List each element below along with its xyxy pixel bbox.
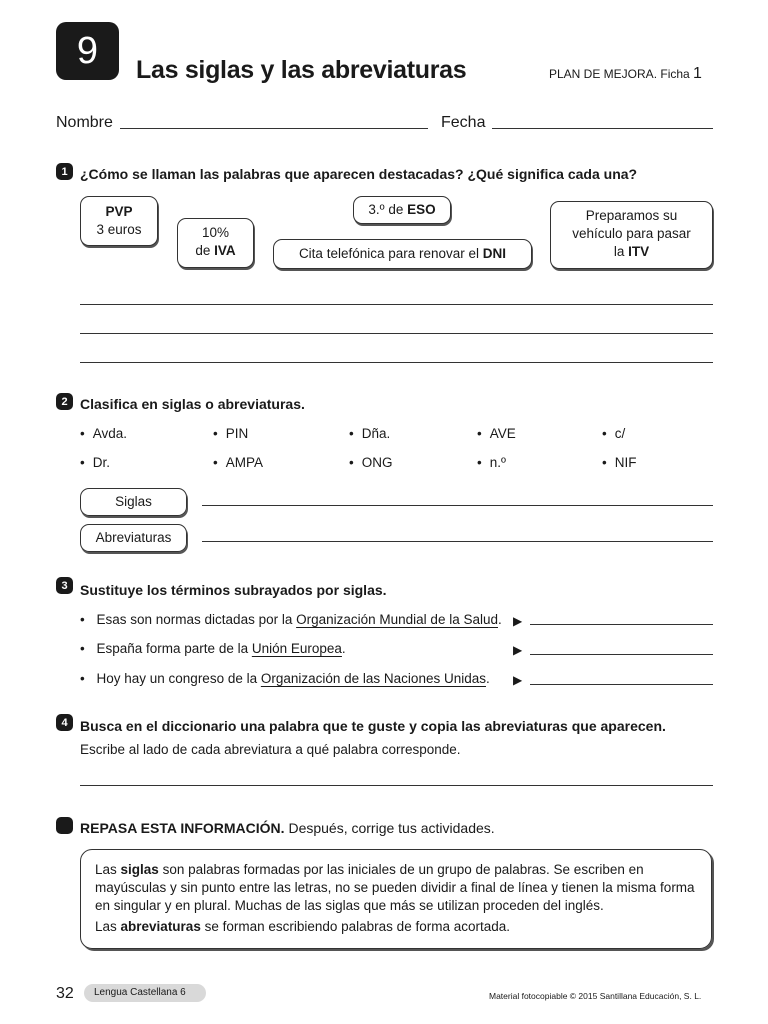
eso-prefix: 3.º de bbox=[368, 202, 408, 217]
question-3-number: 3 bbox=[56, 577, 73, 594]
ficha-number: 1 bbox=[693, 65, 702, 82]
sentence-3-underlined: Organización de las Naciones Unidas bbox=[260, 671, 486, 686]
word-item: • Dr. bbox=[80, 455, 110, 470]
repasa-heading-rest: Después, corrige tus actividades. bbox=[284, 820, 495, 836]
arrow-icon: ▶ bbox=[513, 614, 523, 628]
pvp-detail: 3 euros bbox=[96, 222, 142, 237]
sentence-3-answer-line[interactable] bbox=[530, 684, 713, 685]
eso-box bbox=[353, 196, 451, 224]
question-4-answer-line[interactable] bbox=[80, 785, 713, 786]
word-item: • c/ bbox=[602, 426, 625, 441]
sentence-1-answer-line[interactable] bbox=[530, 624, 713, 625]
question-3-text: Sustituye los términos subrayados por siglas. bbox=[80, 582, 387, 598]
iva-prefix: de bbox=[195, 243, 215, 258]
sentence-2 bbox=[80, 641, 346, 656]
repasa-marker-icon bbox=[56, 817, 73, 834]
sentence-1 bbox=[80, 612, 502, 627]
itv-line-1: Preparamos su bbox=[585, 208, 678, 223]
word-item: • AMPA bbox=[213, 455, 263, 470]
sentence-2-underlined: Unión Europea bbox=[251, 641, 342, 656]
answer-line-2[interactable] bbox=[80, 333, 713, 334]
abreviaturas-answer-line[interactable] bbox=[202, 541, 713, 542]
question-4-number: 4 bbox=[56, 714, 73, 731]
question-4-subtext: Escribe al lado de cada abreviatura a qué palabra corresponde. bbox=[80, 742, 461, 757]
sentence-1-end: . bbox=[497, 612, 502, 627]
sentence-2-end: . bbox=[341, 641, 346, 656]
nombre-label: Nombre bbox=[56, 114, 113, 131]
sentence-3 bbox=[80, 671, 490, 686]
itv-term: ITV bbox=[628, 244, 650, 259]
question-1-text: ¿Cómo se llaman las palabras que aparecen destacadas? ¿Qué significa cada una? bbox=[80, 166, 638, 182]
word-item: • n.º bbox=[477, 455, 506, 470]
info-siglas-a: Las bbox=[95, 862, 121, 877]
page-number: 32 bbox=[56, 985, 74, 1002]
ficha-label-text: PLAN DE MEJORA. Ficha bbox=[549, 67, 690, 81]
page-title: Las siglas y las abreviaturas bbox=[136, 56, 467, 84]
siglas-label: Siglas bbox=[80, 488, 187, 516]
info-siglas-term: siglas bbox=[120, 862, 159, 877]
sentence-3-start: Hoy hay un congreso de la bbox=[96, 671, 261, 686]
sentence-2-start: España forma parte de la bbox=[96, 641, 252, 656]
iva-box bbox=[177, 218, 254, 268]
eso-term: ESO bbox=[407, 202, 436, 217]
word-item: • NIF bbox=[602, 455, 636, 470]
question-2-text: Clasifica en siglas o abreviaturas. bbox=[80, 396, 305, 412]
info-box bbox=[80, 849, 712, 949]
unit-number-badge: 9 bbox=[56, 22, 119, 80]
dni-prefix: Cita telefónica para renovar el bbox=[298, 246, 483, 261]
repasa-heading bbox=[80, 820, 495, 836]
arrow-icon: ▶ bbox=[513, 673, 523, 687]
sentence-1-underlined: Organización Mundial de la Salud bbox=[296, 612, 498, 627]
word-item: • Dña. bbox=[349, 426, 390, 441]
dni-box bbox=[273, 239, 532, 269]
arrow-icon: ▶ bbox=[513, 643, 523, 657]
info-abrev-a: Las bbox=[95, 919, 121, 934]
question-2-number: 2 bbox=[56, 393, 73, 410]
answer-line-1[interactable] bbox=[80, 304, 713, 305]
iva-percent: 10% bbox=[201, 225, 230, 240]
sentence-3-end: . bbox=[485, 671, 490, 686]
question-4-text: Busca en el diccionario una palabra que te guste y copia las abreviaturas que aparecen. bbox=[80, 718, 666, 734]
info-abrev-b: se forman escribiendo palabras de forma acortada. bbox=[200, 919, 510, 934]
question-1-number: 1 bbox=[56, 163, 73, 180]
info-siglas-b: son palabras formadas por las iniciales de un grupo de palabras. Se escriben en mayúsculas y sin punto entre las letras, no se pueden dividir a final de línea y tienen la misma forma en singular y en plural. Muchas de las siglas que más se utilizan proceden del inglés. bbox=[95, 862, 695, 913]
sentence-2-answer-line[interactable] bbox=[530, 654, 713, 655]
answer-line-3[interactable] bbox=[80, 362, 713, 363]
itv-prefix: la bbox=[613, 244, 629, 259]
pvp-box bbox=[80, 196, 158, 246]
ficha-label bbox=[549, 65, 702, 83]
fecha-field[interactable] bbox=[492, 128, 713, 129]
copyright-notice: Material fotocopiable © 2015 Santillana Educación, S. L. bbox=[489, 991, 702, 1001]
word-item: • PIN bbox=[213, 426, 248, 441]
itv-box bbox=[550, 201, 713, 269]
word-item: • ONG bbox=[349, 455, 393, 470]
pvp-term: PVP bbox=[105, 204, 133, 219]
sentence-1-start: Esas son normas dictadas por la bbox=[96, 612, 297, 627]
fecha-label: Fecha bbox=[441, 114, 486, 131]
word-item: • AVE bbox=[477, 426, 516, 441]
info-abreviaturas-paragraph bbox=[95, 918, 697, 936]
nombre-field[interactable] bbox=[120, 128, 428, 129]
abreviaturas-label: Abreviaturas bbox=[80, 524, 187, 552]
word-item: • Avda. bbox=[80, 426, 127, 441]
siglas-answer-line[interactable] bbox=[202, 505, 713, 506]
itv-line-2: vehículo para pasar bbox=[572, 226, 691, 241]
book-title-badge: Lengua Castellana 6 bbox=[84, 984, 206, 1002]
dni-term: DNI bbox=[482, 246, 507, 261]
info-abrev-term: abreviaturas bbox=[120, 919, 201, 934]
iva-term: IVA bbox=[214, 243, 236, 258]
info-siglas-paragraph bbox=[95, 861, 697, 915]
repasa-heading-bold: REPASA ESTA INFORMACIÓN. bbox=[80, 820, 285, 836]
